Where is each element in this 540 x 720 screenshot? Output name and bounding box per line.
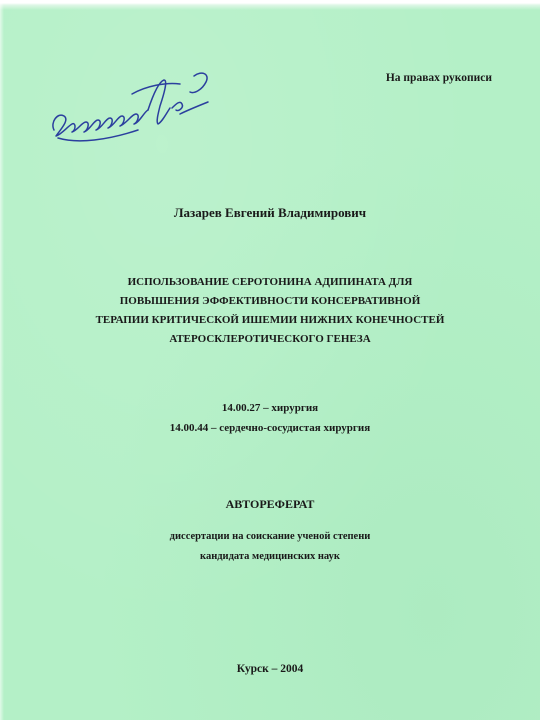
title-line-4: АТЕРОСКЛЕРОТИЧЕСКОГО ГЕНЕЗА xyxy=(169,333,371,345)
author-name: Лазарев Евгений Владимирович xyxy=(173,205,367,220)
scan-edge-left xyxy=(0,0,4,720)
specialty-line-2: 14.00.44 – сердечно-сосудистая хирургия xyxy=(169,422,371,434)
title-line-2: ПОВЫШЕНИЯ ЭФФЕКТИВНОСТИ КОНСЕРВАТИВНОЙ xyxy=(119,295,421,307)
degree-line-2: кандидата медицинских наук xyxy=(200,551,340,562)
specialty-line-1: 14.00.27 – хирургия xyxy=(221,402,319,414)
place-year: Курск – 2004 xyxy=(236,663,304,675)
title-line-1: ИСПОЛЬЗОВАНИЕ СЕРОТОНИНА АДИПИНАТА ДЛЯ xyxy=(127,276,413,288)
rights-note: На правах рукописи xyxy=(385,72,492,84)
degree-line-1: диссертации на соискание ученой степени xyxy=(169,531,371,542)
scan-edge-top xyxy=(0,0,540,10)
document-type: АВТОРЕФЕРАТ xyxy=(225,497,315,511)
handwritten-signature xyxy=(48,68,218,158)
title-line-3: ТЕРАПИИ КРИТИЧЕСКОЙ ИШЕМИИ НИЖНИХ КОНЕЧНОСТЕЙ xyxy=(95,314,445,326)
